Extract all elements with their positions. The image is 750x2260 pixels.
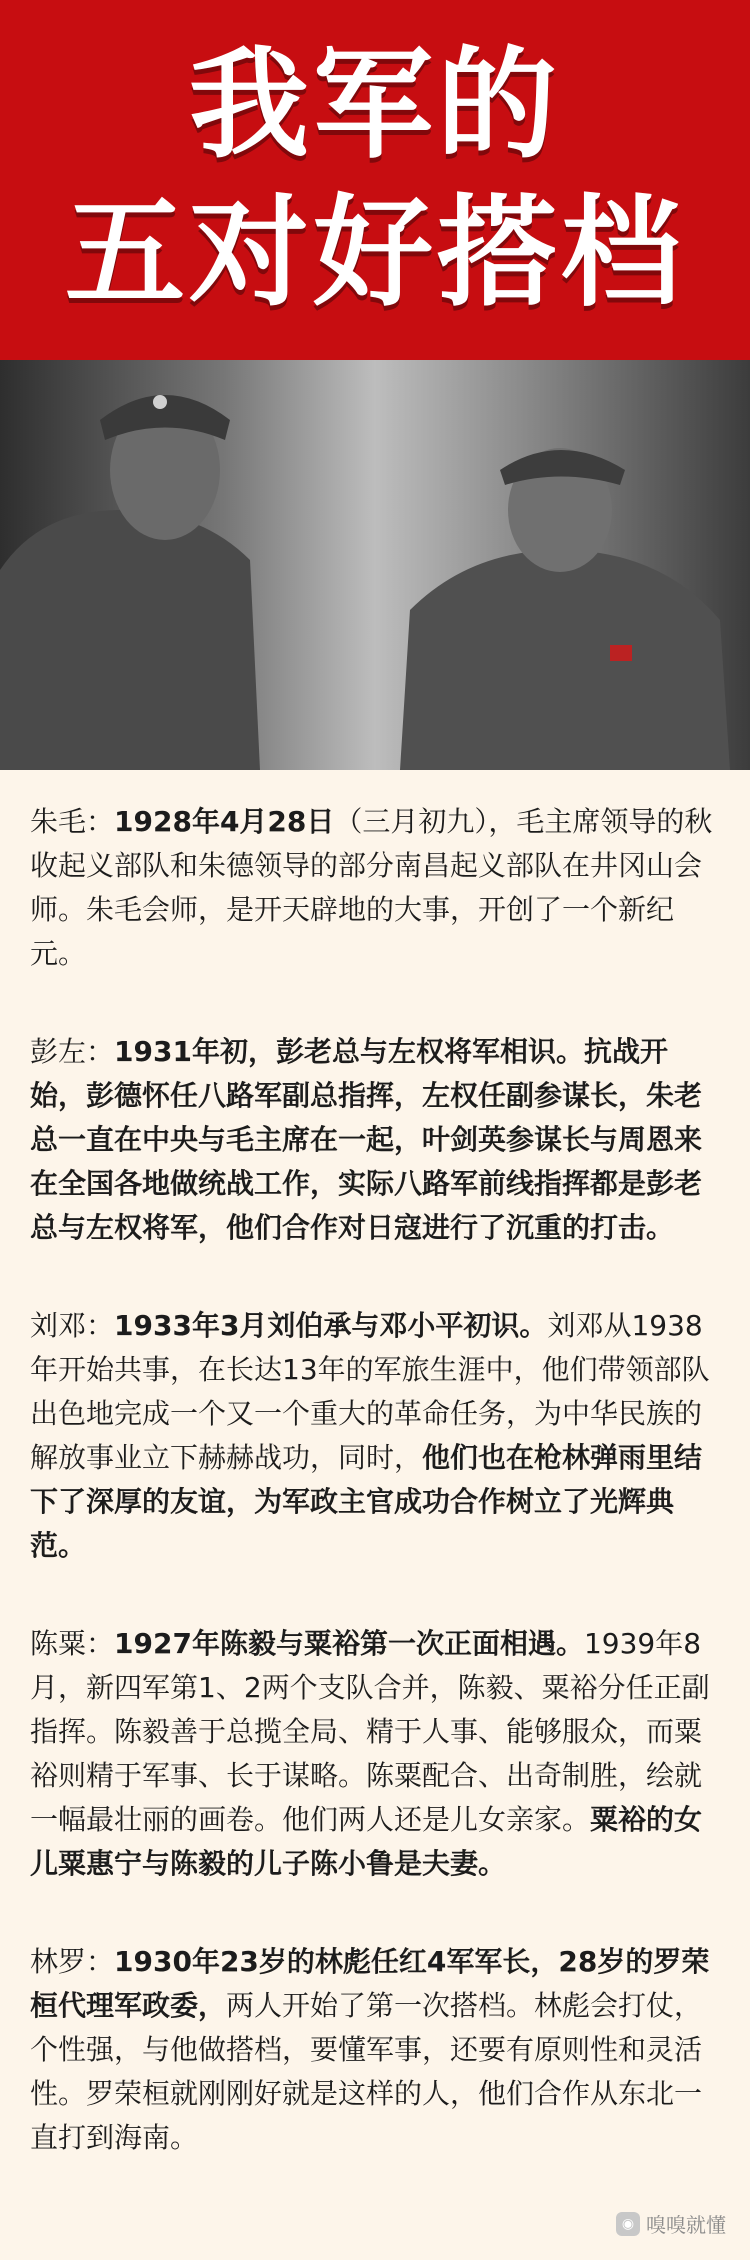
- historical-photo: [0, 360, 750, 770]
- brand-icon: ◉: [616, 2212, 640, 2236]
- title-line-1: 我军的: [189, 36, 561, 175]
- pair-highlight: 1933年3月刘伯承与邓小平初识。: [114, 1309, 548, 1342]
- paragraph-liu-deng: [30, 1304, 720, 1568]
- pair-name: 朱毛：: [30, 805, 115, 838]
- pair-text: 两人开始了第一次搭档。林彪会打仗，个性强，与他做搭档，要懂军事，还要有原则性和灵活性。罗荣桓就刚刚好就是这样的人，他们合作从东北一直打到海南。: [30, 1989, 703, 2154]
- pair-highlight: 1931年初，彭老总与左权将军相识。抗战开始，彭德怀任八路军副总指挥，左权任副参谋长，朱老总一直在中央与毛主席在一起，叶剑英参谋长与周恩来在全国各地做统战工作，实际八路军前线指挥都是彭老总与左权将军，他们合作对日寇进行了沉重的打击。: [30, 1035, 703, 1244]
- pair-name: 刘邓：: [30, 1309, 115, 1342]
- paragraph-peng-zuo: [30, 1030, 720, 1250]
- pair-highlight: 1927年陈毅与粟裕第一次正面相遇。: [114, 1627, 584, 1660]
- pair-text: （三月初九），毛主席领导的秋收起义部队和朱德领导的部分南昌起义部队在井冈山会师。朱毛会师，是开天辟地的大事，开创了一个新纪元。: [30, 805, 713, 970]
- pair-highlight: 1930年23岁的林彪任红4军军长，28岁的罗荣桓代理军政委，: [30, 1945, 710, 2022]
- pair-text: 1939年8月，新四军第1、2两个支队合并，陈毅、粟裕分任正副指挥。陈毅善于总揽全局、精于人事、能够服众，而粟裕则精于军事、长于谋略。陈粟配合、出奇制胜，绘就一幅最壮丽的画卷。他们两人还是儿女亲家。: [30, 1627, 710, 1836]
- paragraph-chen-su: [30, 1622, 720, 1886]
- pair-name: 林罗：: [30, 1945, 115, 1978]
- pair-name: 陈粟：: [30, 1627, 115, 1660]
- pair-name: 彭左：: [30, 1035, 115, 1068]
- paragraph-zhu-mao: [30, 800, 720, 976]
- source-watermark: [616, 2209, 726, 2238]
- article-body: [0, 770, 750, 2160]
- pair-highlight-2: 粟裕的女儿粟惠宁与陈毅的儿子陈小鲁是夫妻。: [30, 1803, 703, 1880]
- photo-illustration: [0, 360, 750, 770]
- pair-text: 刘邓从1938年开始共事，在长达13年的军旅生涯中，他们带领部队出色地完成一个又一个重大的革命任务，为中华民族的解放事业立下赫赫战功，同时，: [30, 1309, 710, 1474]
- pair-highlight: 1928年4月28日: [114, 805, 335, 838]
- watermark-text: 嗅嗅就懂: [646, 2213, 726, 2237]
- paragraph-lin-luo: [30, 1940, 720, 2160]
- title-line-2: 五对好搭档: [65, 184, 685, 323]
- title-banner: [0, 0, 750, 360]
- pair-highlight-2: 他们也在枪林弹雨里结下了深厚的友谊，为军政主官成功合作树立了光辉典范。: [30, 1441, 703, 1562]
